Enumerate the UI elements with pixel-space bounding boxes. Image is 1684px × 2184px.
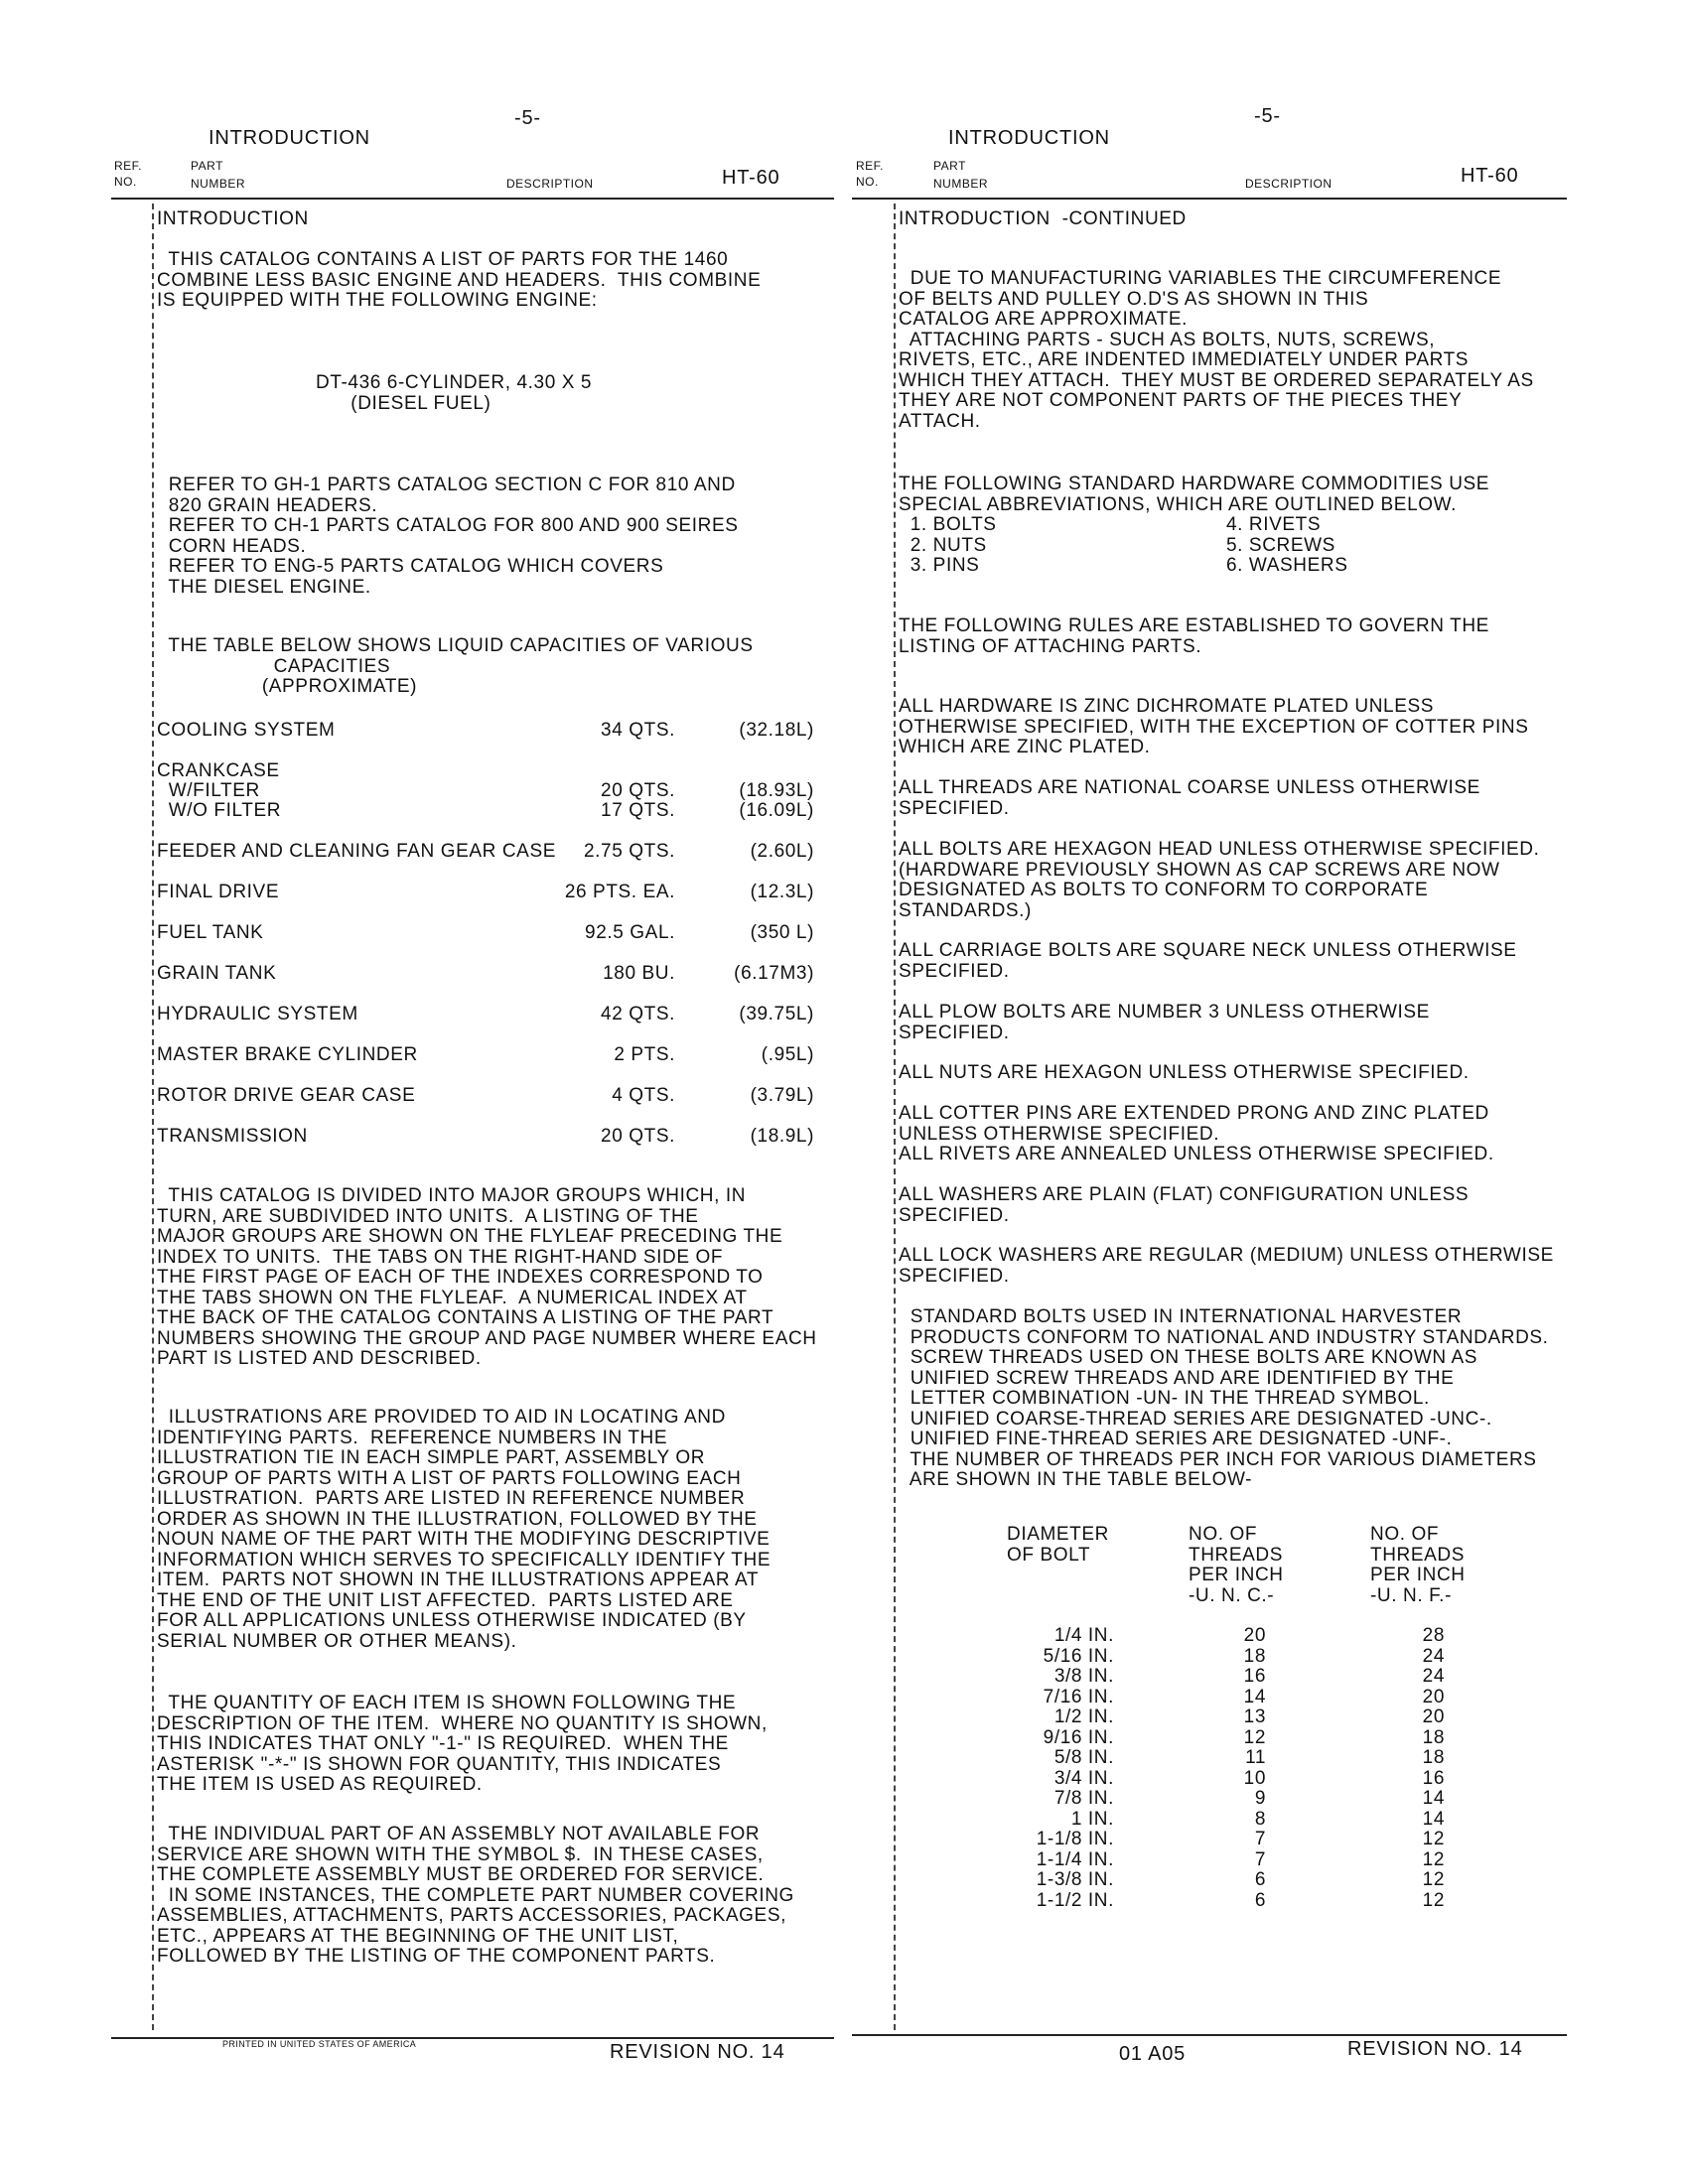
- capacity-metric: (32.18L): [739, 720, 814, 741]
- thread-unc-count: 13: [1243, 1706, 1266, 1727]
- capacity-name: MASTER BRAKE CYLINDER: [157, 1044, 418, 1065]
- thread-diameter: 3/4 IN.: [1053, 1767, 1114, 1789]
- thread-unf-count: 16: [1422, 1767, 1445, 1789]
- right-standards-paragraph: STANDARD BOLTS USED IN INTERNATIONAL HARVESTER PRODUCTS CONFORM TO NATIONAL AND INDUSTRY STANDARDS. SCREW THREADS USED ON THESE BOLTS ARE KNOWN AS UNIFIED SCREW THREADS AND ARE IDENTIFIED BY THE LETTER COMBINATION -UN- IN THE THREAD SYMBOL. UNIFIED COARSE-THREAD SERIES ARE DESIGNATED -UNC-. UNIFIED FINE-THREAD SERIES ARE DESIGNATED -UNF-. THE NUMBER OF THREADS PER INCH FOR VARIOUS DIAMETERS ARE SHOWN IN THE TABLE BELOW-: [909, 1306, 1549, 1490]
- left-capacities-intro: THE TABLE BELOW SHOWS LIQUID CAPACITIES OF VARIOUS CAPACITIES (APPROXIMATE): [168, 635, 754, 697]
- left-section-title: INTRODUCTION: [209, 127, 370, 149]
- capacity-name: ROTOR DRIVE GEAR CASE: [157, 1085, 416, 1106]
- rule-plow-bolts: ALL PLOW BOLTS ARE NUMBER 3 UNLESS OTHERWISE SPECIFIED.: [899, 1002, 1430, 1043]
- right-section-title: INTRODUCTION: [948, 127, 1110, 149]
- right-heading: INTRODUCTION -CONTINUED: [899, 208, 1187, 229]
- capacity-name: W/O FILTER: [157, 800, 282, 821]
- capacity-metric: (2.60L): [750, 841, 814, 862]
- capacity-qty: 34 QTS.: [601, 720, 675, 741]
- thread-unf-count: 20: [1422, 1686, 1445, 1707]
- right-margin-line: [894, 204, 896, 2030]
- thread-diameter: 3/8 IN.: [1053, 1666, 1114, 1687]
- thread-diameter: 1-1/2 IN.: [1036, 1889, 1114, 1911]
- thread-diameter: 5/8 IN.: [1053, 1747, 1114, 1768]
- thread-unf-count: 14: [1422, 1808, 1445, 1830]
- printed-in-usa: PRINTED IN UNITED STATES OF AMERICA: [222, 2039, 417, 2049]
- thread-unc-count: 14: [1243, 1686, 1266, 1707]
- thread-diameter: 1/4 IN.: [1053, 1625, 1114, 1646]
- left-col-part: PART: [191, 159, 223, 173]
- capacity-name: FEEDER AND CLEANING FAN GEAR CASE: [157, 841, 556, 862]
- right-revision: REVISION NO. 14: [1347, 2038, 1523, 2060]
- thread-unc-count: 12: [1243, 1726, 1266, 1748]
- thread-diameter: 7/16 IN.: [1043, 1686, 1114, 1707]
- right-col-part: PART: [933, 159, 966, 173]
- thread-unc-count: 8: [1254, 1808, 1266, 1830]
- thread-diameter: 1/2 IN.: [1053, 1706, 1114, 1727]
- thread-unf-count: 12: [1422, 1829, 1445, 1849]
- rule-lock-washers: ALL LOCK WASHERS ARE REGULAR (MEDIUM) UNLESS OTHERWISE SPECIFIED.: [899, 1245, 1554, 1287]
- capacity-qty: 17 QTS.: [601, 800, 675, 821]
- thread-unf-count: 18: [1422, 1726, 1445, 1748]
- capacity-metric: (6.17M3): [734, 963, 814, 984]
- left-margin-line: [152, 204, 154, 2030]
- capacity-name: HYDRAULIC SYSTEM: [157, 1004, 358, 1024]
- capacity-qty: 20 QTS.: [601, 780, 675, 801]
- thread-header-unf: NO. OF THREADS PER INCH -U. N. F.-: [1370, 1524, 1466, 1606]
- thread-unf-count: 28: [1422, 1625, 1445, 1646]
- right-footer-rule: [852, 2034, 1567, 2036]
- thread-header-unc: NO. OF THREADS PER INCH -U. N. C.-: [1189, 1524, 1284, 1606]
- left-col-ref: REF.: [114, 159, 143, 173]
- capacity-metric: (.95L): [761, 1044, 814, 1065]
- left-page-number: -5-: [514, 107, 541, 129]
- capacity-qty: 180 BU.: [603, 963, 675, 984]
- thread-diameter: 7/8 IN.: [1053, 1788, 1114, 1809]
- rule-hardware-plating: ALL HARDWARE IS ZINC DICHROMATE PLATED UNLESS OTHERWISE SPECIFIED, WITH THE EXCEPTION OF COTTER PINS WHICH ARE ZINC PLATED.: [899, 696, 1529, 757]
- right-variables-paragraph: DUE TO MANUFACTURING VARIABLES THE CIRCUMFERENCE OF BELTS AND PULLEY O.D'S AS SHOWN IN THIS CATALOG ARE APPROXIMATE. ATTACHING PARTS - SUCH AS BOLTS, NUTS, SCREWS, RIVETS, ETC., ARE INDENTED IMMEDIATELY UNDER PARTS WHICH THEY ATTACH. THEY MUST BE ORDERED SEPARATELY AS THEY ARE NOT COMPONENT PARTS OF THE PIECES THEY ATTACH.: [899, 268, 1534, 432]
- left-model-label: HT-60: [722, 167, 780, 189]
- right-rules-intro: THE FOLLOWING RULES ARE ESTABLISHED TO GOVERN THE LISTING OF ATTACHING PARTS.: [899, 615, 1489, 657]
- thread-diameter: 9/16 IN.: [1043, 1726, 1114, 1748]
- right-page-code: 01 A05: [1119, 2043, 1187, 2065]
- left-col-description: DESCRIPTION: [506, 177, 594, 191]
- capacity-qty: 2 PTS.: [614, 1044, 675, 1065]
- capacity-metric: (16.09L): [739, 800, 814, 821]
- thread-unf-count: 14: [1422, 1788, 1445, 1809]
- abbreviation-list-right: 4. RIVETS 5. SCREWS 6. WASHERS: [1226, 514, 1348, 576]
- thread-diameter: 1-3/8 IN.: [1036, 1869, 1114, 1890]
- capacity-metric: (3.79L): [750, 1085, 814, 1106]
- capacity-name: GRAIN TANK: [157, 963, 277, 984]
- left-assembly-paragraph: THE INDIVIDUAL PART OF AN ASSEMBLY NOT AVAILABLE FOR SERVICE ARE SHOWN WITH THE SYMBOL $. IN THESE CASES, THE COMPLETE ASSEMBLY MUST BE ORDERED FOR SERVICE. IN SOME INSTANCES, THE COMPLETE PART NUMBER COVERING ASSEMBLIES, ATTACHMENTS, PARTS ACCESSORIES, PACKAGES, ETC., APPEARS AT THE BEGINNING OF THE UNIT LIST, FOLLOWED BY THE LISTING OF THE COMPONENT PARTS.: [157, 1824, 794, 1967]
- rule-carriage-bolts: ALL CARRIAGE BOLTS ARE SQUARE NECK UNLESS OTHERWISE SPECIFIED.: [899, 940, 1517, 982]
- rule-cotter-pins-rivets: ALL COTTER PINS ARE EXTENDED PRONG AND ZINC PLATED UNLESS OTHERWISE SPECIFIED. ALL RIVETS ARE ANNEALED UNLESS OTHERWISE SPECIFIED.: [899, 1103, 1494, 1164]
- thread-unf-count: 20: [1422, 1706, 1445, 1727]
- left-quantity-paragraph: THE QUANTITY OF EACH ITEM IS SHOWN FOLLOWING THE DESCRIPTION OF THE ITEM. WHERE NO QUANTITY IS SHOWN, THIS INDICATES THAT ONLY "-1-" IS REQUIRED. WHEN THE ASTERISK "-*-" IS SHOWN FOR QUANTITY, THIS INDICATES THE ITEM IS USED AS REQUIRED.: [157, 1693, 768, 1795]
- left-engine-spec: DT-436 6-CYLINDER, 4.30 X 5 (DIESEL FUEL): [316, 372, 593, 414]
- right-header-rule: [852, 198, 1567, 200]
- rule-bolts: ALL BOLTS ARE HEXAGON HEAD UNLESS OTHERWISE SPECIFIED. (HARDWARE PREVIOUSLY SHOWN AS CAP SCREWS ARE NOW DESIGNATED AS BOLTS TO CONFORM TO CORPORATE STANDARDS.): [899, 839, 1540, 921]
- left-heading: INTRODUCTION: [157, 208, 309, 229]
- thread-unc-count: 11: [1245, 1747, 1266, 1768]
- capacity-metric: (350 L): [750, 922, 814, 943]
- capacity-qty: 26 PTS. EA.: [564, 882, 675, 902]
- thread-unf-count: 12: [1422, 1848, 1445, 1870]
- capacity-name: COOLING SYSTEM: [157, 720, 336, 741]
- right-col-description: DESCRIPTION: [1245, 177, 1333, 191]
- capacity-metric: (12.3L): [750, 882, 814, 902]
- capacity-qty: 20 QTS.: [601, 1126, 675, 1147]
- thread-unc-count: 18: [1243, 1645, 1266, 1667]
- thread-header-diameter: DIAMETER OF BOLT: [1007, 1524, 1109, 1566]
- left-footer-rule: [111, 2037, 834, 2039]
- right-page-number: -5-: [1254, 105, 1281, 127]
- capacity-name: CRANKCASE: [157, 760, 280, 781]
- capacity-name: FUEL TANK: [157, 922, 264, 943]
- thread-unc-count: 6: [1254, 1889, 1266, 1911]
- right-commodities-paragraph: THE FOLLOWING STANDARD HARDWARE COMMODITIES USE SPECIAL ABBREVIATIONS, WHICH ARE OUTLINED BELOW.: [899, 474, 1490, 515]
- capacity-metric: (18.9L): [750, 1126, 814, 1147]
- left-header-rule: [111, 198, 834, 200]
- thread-unf-count: 12: [1422, 1889, 1445, 1911]
- abbreviation-list-left: 1. BOLTS 2. NUTS 3. PINS: [910, 514, 997, 576]
- left-revision: REVISION NO. 14: [610, 2041, 785, 2063]
- thread-diameter: 1 IN.: [1070, 1808, 1114, 1830]
- capacity-qty: 42 QTS.: [601, 1004, 675, 1024]
- left-references-paragraph: REFER TO GH-1 PARTS CATALOG SECTION C FOR 810 AND 820 GRAIN HEADERS. REFER TO CH-1 PARTS CATALOG FOR 800 AND 900 SEIRES CORN HEADS. REFER TO ENG-5 PARTS CATALOG WHICH COVERS THE DIESEL ENGINE.: [168, 475, 739, 598]
- rule-nuts: ALL NUTS ARE HEXAGON UNLESS OTHERWISE SPECIFIED.: [899, 1062, 1470, 1083]
- thread-unc-count: 16: [1243, 1666, 1266, 1687]
- right-col-ref: REF.: [856, 159, 885, 173]
- rule-washers: ALL WASHERS ARE PLAIN (FLAT) CONFIGURATION UNLESS SPECIFIED.: [899, 1184, 1470, 1226]
- thread-diameter: 1-1/8 IN.: [1036, 1829, 1114, 1849]
- left-illustrations-paragraph: ILLUSTRATIONS ARE PROVIDED TO AID IN LOCATING AND IDENTIFYING PARTS. REFERENCE NUMBERS IN THE ILLUSTRATION TIE IN EACH SIMPLE PART, ASSEMBLY OR GROUP OF PARTS WITH A LIST OF PARTS FOLLOWING EACH ILLUSTRATION. PARTS ARE LISTED IN REFERENCE NUMBER ORDER AS SHOWN IN THE ILLUSTRATION, FOLLOWED BY THE NOUN NAME OF THE PART WITH THE MODIFYING DESCRIPTIVE INFORMATION WHICH SERVES TO SPECIFICALLY IDENTIFY THE ITEM. PARTS NOT SHOWN IN THE ILLUSTRATIONS APPEAR AT THE END OF THE UNIT LIST AFFECTED. PARTS LISTED ARE FOR ALL APPLICATIONS UNLESS OTHERWISE INDICATED (BY SERIAL NUMBER OR OTHER MEANS).: [157, 1407, 772, 1652]
- right-model-label: HT-60: [1461, 165, 1519, 187]
- capacity-name: TRANSMISSION: [157, 1126, 308, 1147]
- capacity-qty: 2.75 QTS.: [584, 841, 675, 862]
- thread-unc-count: 10: [1243, 1767, 1266, 1789]
- right-col-number: NUMBER: [933, 177, 989, 191]
- rule-threads: ALL THREADS ARE NATIONAL COARSE UNLESS OTHERWISE SPECIFIED.: [899, 777, 1480, 819]
- left-intro-paragraph: THIS CATALOG CONTAINS A LIST OF PARTS FOR THE 1460 COMBINE LESS BASIC ENGINE AND HEADERS. THIS COMBINE IS EQUIPPED WITH THE FOLLOWING ENGINE:: [157, 249, 762, 311]
- thread-unc-count: 7: [1254, 1829, 1266, 1849]
- left-col-no: NO.: [114, 175, 137, 189]
- capacity-metric: (39.75L): [739, 1004, 814, 1024]
- thread-unc-count: 7: [1254, 1848, 1266, 1870]
- capacity-name: FINAL DRIVE: [157, 882, 280, 902]
- thread-diameter: 1-1/4 IN.: [1036, 1848, 1114, 1870]
- capacity-name: W/FILTER: [157, 780, 260, 801]
- left-col-number: NUMBER: [191, 177, 246, 191]
- thread-unf-count: 18: [1422, 1747, 1445, 1768]
- thread-diameter: 5/16 IN.: [1043, 1645, 1114, 1667]
- capacity-qty: 4 QTS.: [612, 1085, 675, 1106]
- capacity-qty: 92.5 GAL.: [585, 922, 675, 943]
- thread-unf-count: 12: [1422, 1869, 1445, 1890]
- thread-unc-count: 20: [1243, 1625, 1266, 1646]
- capacity-metric: (18.93L): [739, 780, 814, 801]
- left-groups-paragraph: THIS CATALOG IS DIVIDED INTO MAJOR GROUPS WHICH, IN TURN, ARE SUBDIVIDED INTO UNITS. A LISTING OF THE MAJOR GROUPS ARE SHOWN ON THE FLYLEAF PRECEDING THE INDEX TO UNITS. THE TABS ON THE RIGHT-HAND SIDE OF THE FIRST PAGE OF EACH OF THE INDEXES CORRESPOND TO THE TABS SHOWN ON THE FLYLEAF. A NUMERICAL INDEX AT THE BACK OF THE CATALOG CONTAINS A LISTING OF THE PART NUMBERS SHOWING THE GROUP AND PAGE NUMBER WHERE EACH PART IS LISTED AND DESCRIBED.: [157, 1185, 817, 1369]
- thread-unf-count: 24: [1422, 1645, 1445, 1667]
- thread-unc-count: 6: [1254, 1869, 1266, 1890]
- thread-unc-count: 9: [1254, 1788, 1266, 1809]
- right-col-no: NO.: [856, 175, 879, 189]
- thread-unf-count: 24: [1422, 1666, 1445, 1687]
